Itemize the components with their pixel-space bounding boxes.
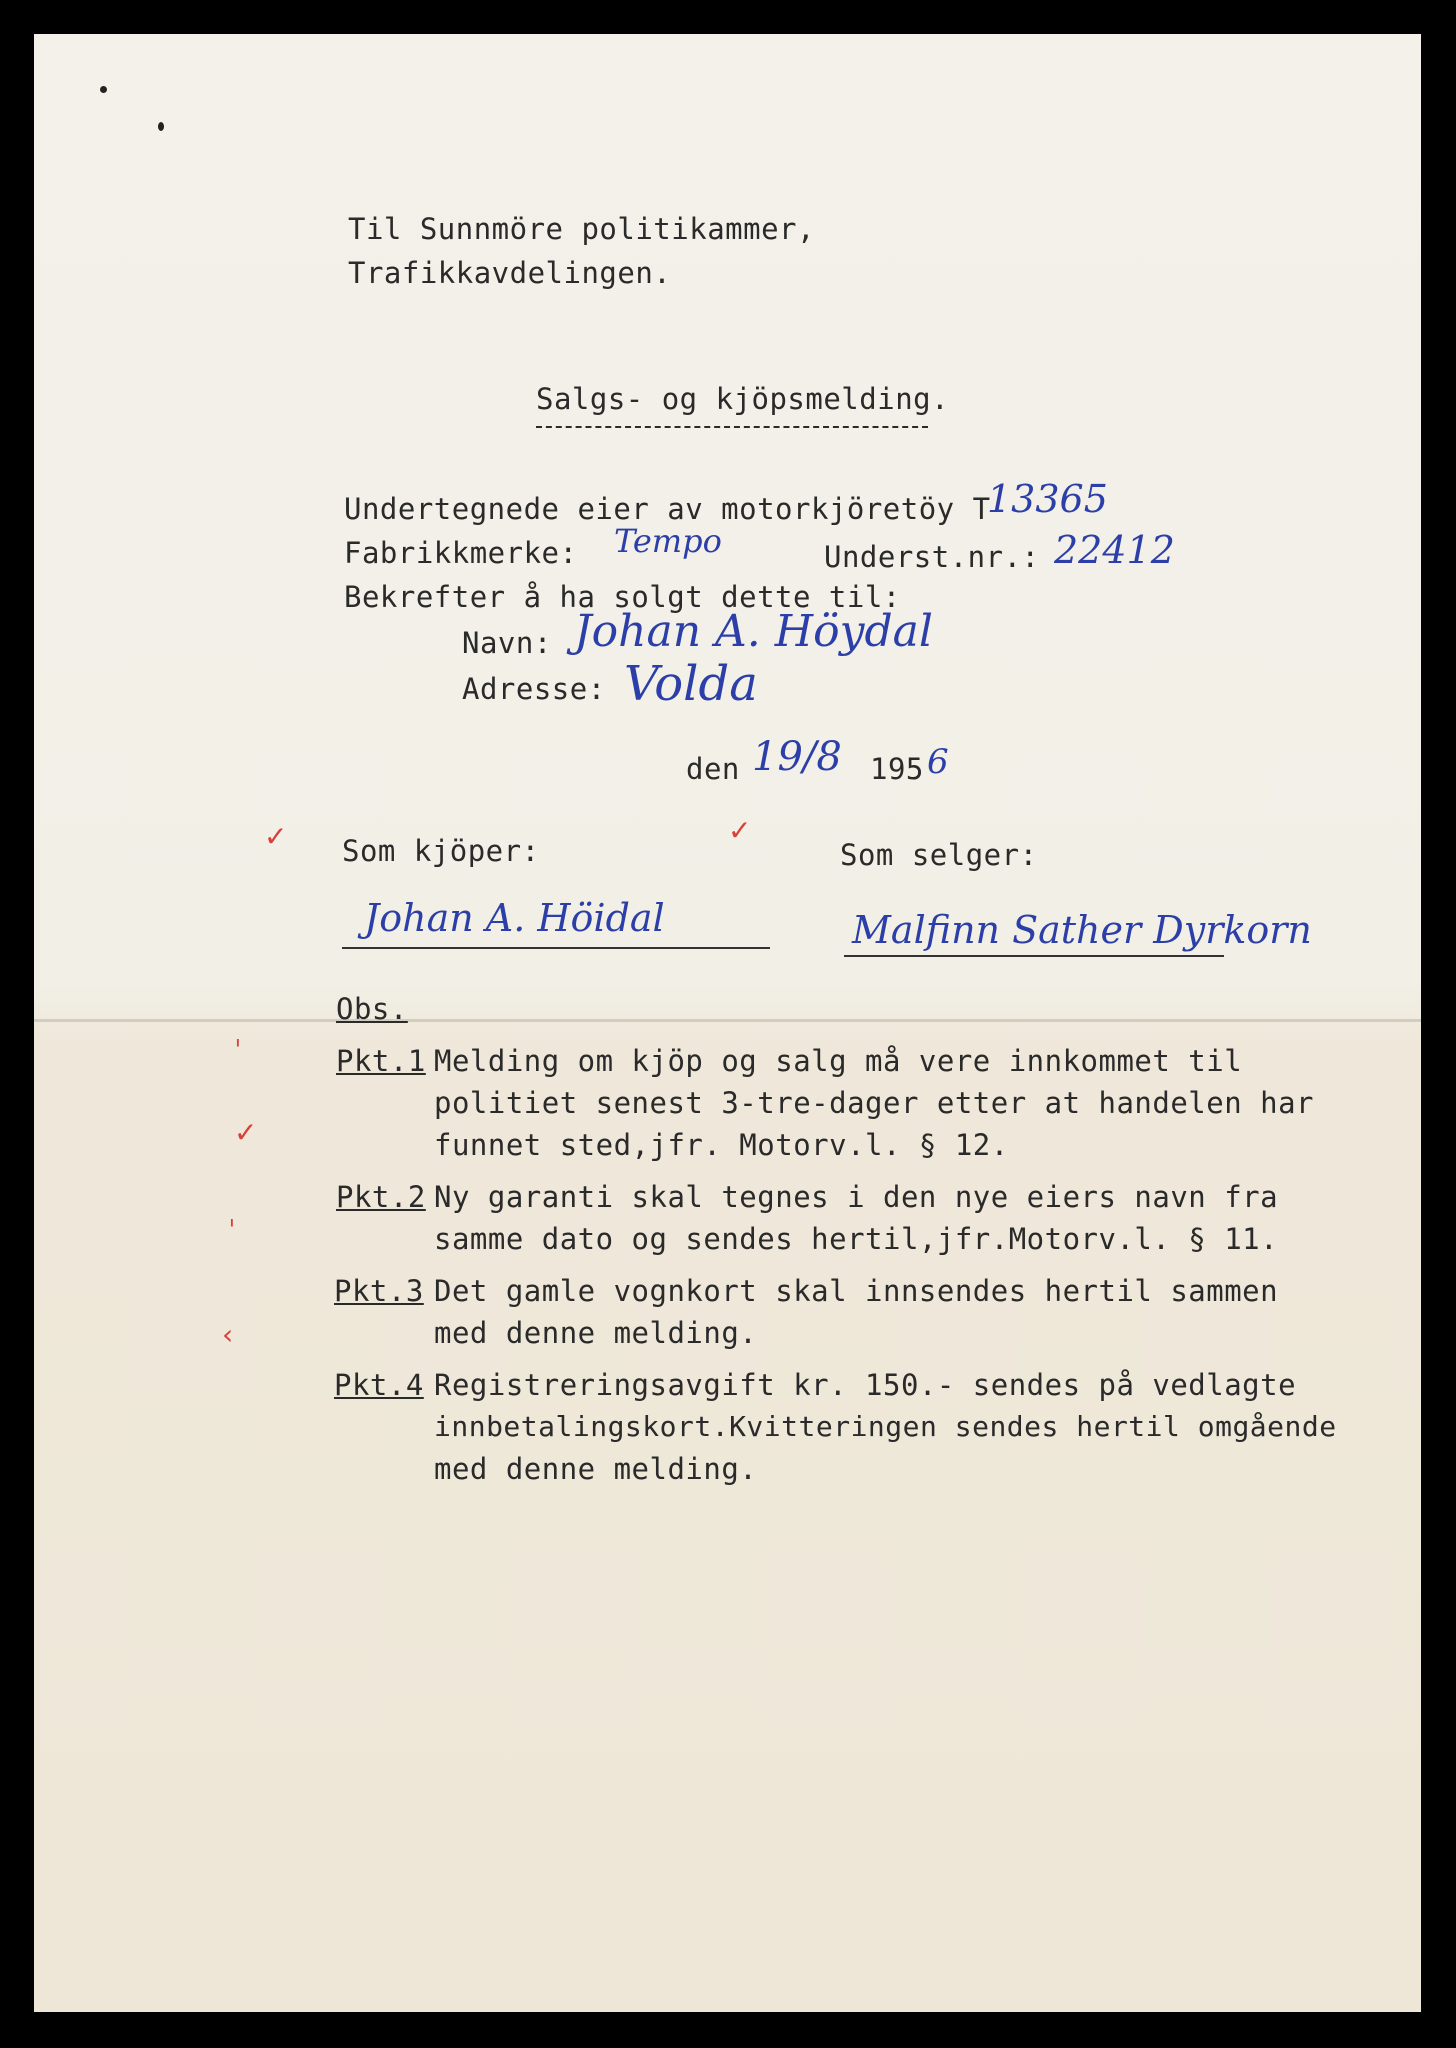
name-label: Navn: xyxy=(462,626,552,660)
seller-label: Som selger: xyxy=(840,838,1038,872)
buyer-label: Som kjöper: xyxy=(342,834,540,868)
buyer-name: Johan A. Höydal xyxy=(574,606,933,657)
obs-label: Obs. xyxy=(336,992,408,1026)
date-prefix: den xyxy=(686,752,740,786)
page-title: Salgs- og kjöpsmelding. xyxy=(536,382,950,416)
title-underline xyxy=(536,426,928,428)
year: 195 xyxy=(870,752,924,786)
address-label: Adresse: xyxy=(462,672,606,706)
recipient-line-1: Til Sunnmöre politikammer, xyxy=(348,212,815,246)
fold-line xyxy=(34,1019,1421,1022)
note-label-3: Pkt.3 xyxy=(334,1274,424,1308)
document-page xyxy=(34,34,1421,2012)
note-line: Det gamle vognkort skal innsendes hertil sammen xyxy=(434,1274,1279,1308)
chassis-value: 22412 xyxy=(1054,528,1175,572)
buyer-signature: Johan A. Höidal xyxy=(364,896,665,940)
note-line: politiet senest 3-tre-dager etter at handelen har xyxy=(434,1086,1315,1120)
ink-speck xyxy=(158,122,164,131)
note-line: Ny garanti skal tegnes i den nye eiers navn fra xyxy=(434,1180,1279,1214)
owner-label: Undertegnede eier av motorkjöretöy T- xyxy=(344,492,1009,526)
confirm-label: Bekrefter å ha solgt dette til: xyxy=(344,580,901,614)
reg-number: 13365 xyxy=(987,477,1108,521)
buyer-signature-line xyxy=(342,947,770,949)
note-label-1: Pkt.1 xyxy=(336,1044,426,1078)
note-label-4: Pkt.4 xyxy=(334,1368,424,1402)
make-label: Fabrikkmerke: xyxy=(344,536,578,570)
note-label-2: Pkt.2 xyxy=(336,1180,426,1214)
chassis-label: Underst.nr.: xyxy=(824,540,1040,574)
check-mark: ˈ xyxy=(228,1214,236,1247)
seller-signature-line xyxy=(844,955,1224,957)
seller-signature: Malfinn Sather Dyrkorn xyxy=(852,908,1312,952)
note-line: med denne melding. xyxy=(434,1452,758,1486)
date-value: 19/8 xyxy=(752,734,842,780)
check-mark: ✓ xyxy=(264,820,288,853)
note-line: Registreringsavgift kr. 150.- sendes på vedlagte xyxy=(434,1368,1297,1402)
recipient-line-2: Trafikkavdelingen. xyxy=(348,256,672,290)
check-mark: ✓ xyxy=(234,1116,258,1149)
check-mark: ‹ xyxy=(222,1318,234,1351)
note-line: med denne melding. xyxy=(434,1316,758,1350)
note-line: funnet sted,jfr. Motorv.l. § 12. xyxy=(434,1128,1009,1162)
note-line: Melding om kjöp og salg må vere innkommet til xyxy=(434,1044,1243,1078)
buyer-address: Volda xyxy=(624,656,758,712)
check-mark: ˈ xyxy=(234,1034,242,1067)
ink-speck xyxy=(100,86,107,93)
note-line: innbetalingskort.Kvitteringen sendes hertil omgående xyxy=(434,1410,1337,1443)
check-mark: ✓ xyxy=(728,814,752,847)
year-suffix: 6 xyxy=(927,742,949,782)
make-value: Tempo xyxy=(614,522,722,560)
note-line: samme dato og sendes hertil,jfr.Motorv.l. § 11. xyxy=(434,1222,1279,1256)
